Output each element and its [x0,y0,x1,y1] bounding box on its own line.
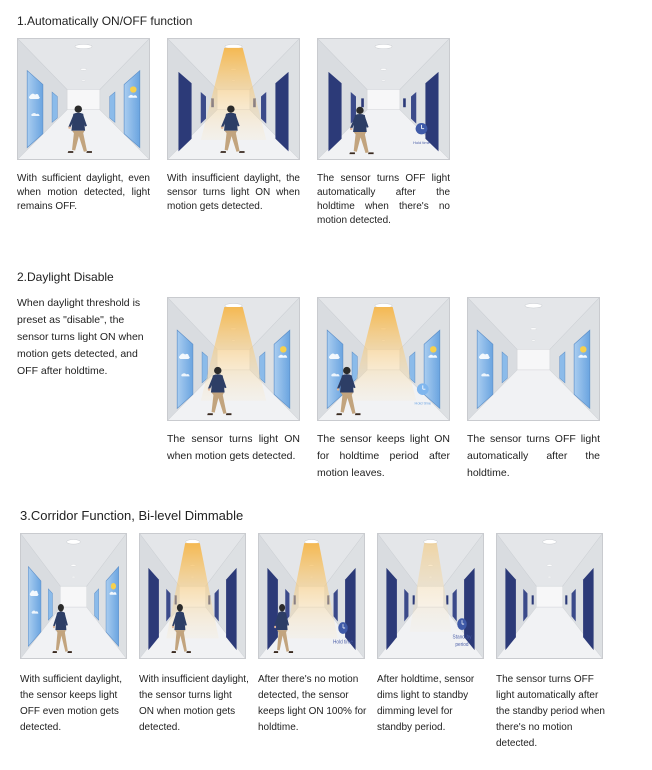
scene-3b [139,533,246,659]
corridor-scene [140,534,245,658]
caption-2b: The sensor keeps light ON for holdtime period after motion leaves. [317,433,450,479]
section2-intro: When daylight threshold is preset as "disable", the sensor turns light ON when motion gets detected, and OFF after holdtime. [17,297,144,377]
corridor-scene [318,298,449,420]
corridor-scene [318,39,449,159]
caption-3a: With sufficient daylight, the sensor keeps light OFF even motion gets detected. [20,674,123,733]
badge-hold-time: Hold time [414,400,432,406]
scene-2a [167,297,300,421]
badge-hold-time: Hold time [333,639,353,646]
corridor-scene [18,39,149,159]
corridor-scene [21,534,126,658]
scene-3c [258,533,365,659]
clock-icon [417,383,429,395]
section1-heading: 1.Automatically ON/OFF function [17,14,193,28]
caption-3b: With insufficient daylight, the sensor turns light ON when motion gets detected. [139,674,249,733]
clock-icon [457,618,466,630]
caption-3c: After there's no motion detected, the sensor keeps light ON 100% for holdtime. [258,674,367,733]
badge-standby-2: period [455,641,469,649]
section3-heading: 3.Corridor Function, Bi-level Dimmable [20,508,244,523]
badge-hold-time: Hold time [413,140,430,145]
corridor-scene [378,534,483,658]
caption-2a: The sensor turns light ON when motion gets detected. [167,433,300,462]
caption-1c: The sensor turns OFF light automatically after the holdtime when there's no motion detected. [317,173,450,226]
scene-3e [496,533,603,659]
scene-2b [317,297,450,421]
caption-2c: The sensor turns OFF light automatically after the holdtime. [467,433,600,479]
scene-1c [317,38,450,160]
scene-2c [467,297,600,421]
caption-1a: With sufficient daylight, even when motion detected, light remains OFF. [17,173,150,212]
caption-1b: With insufficient daylight, the sensor turns light ON when motion gets detected. [167,173,300,212]
section2-heading: 2.Daylight Disable [17,270,114,284]
clock-icon [416,123,428,134]
caption-3d: After holdtime, sensor dims light to standby dimming level for standby period. [377,674,475,733]
clock-icon [338,622,347,634]
scene-1a [17,38,150,160]
badge-standby-1: Stand-by [452,634,472,641]
corridor-scene [259,534,364,658]
corridor-scene [497,534,602,658]
caption-3e: The sensor turns OFF light automatically after the standby period when there's no motion detected. [496,674,605,749]
scene-3d [377,533,484,659]
scene-3a [20,533,127,659]
scene-1b [167,38,300,160]
corridor-scene [468,298,599,420]
corridor-scene [168,39,299,159]
corridor-scene [168,298,299,420]
